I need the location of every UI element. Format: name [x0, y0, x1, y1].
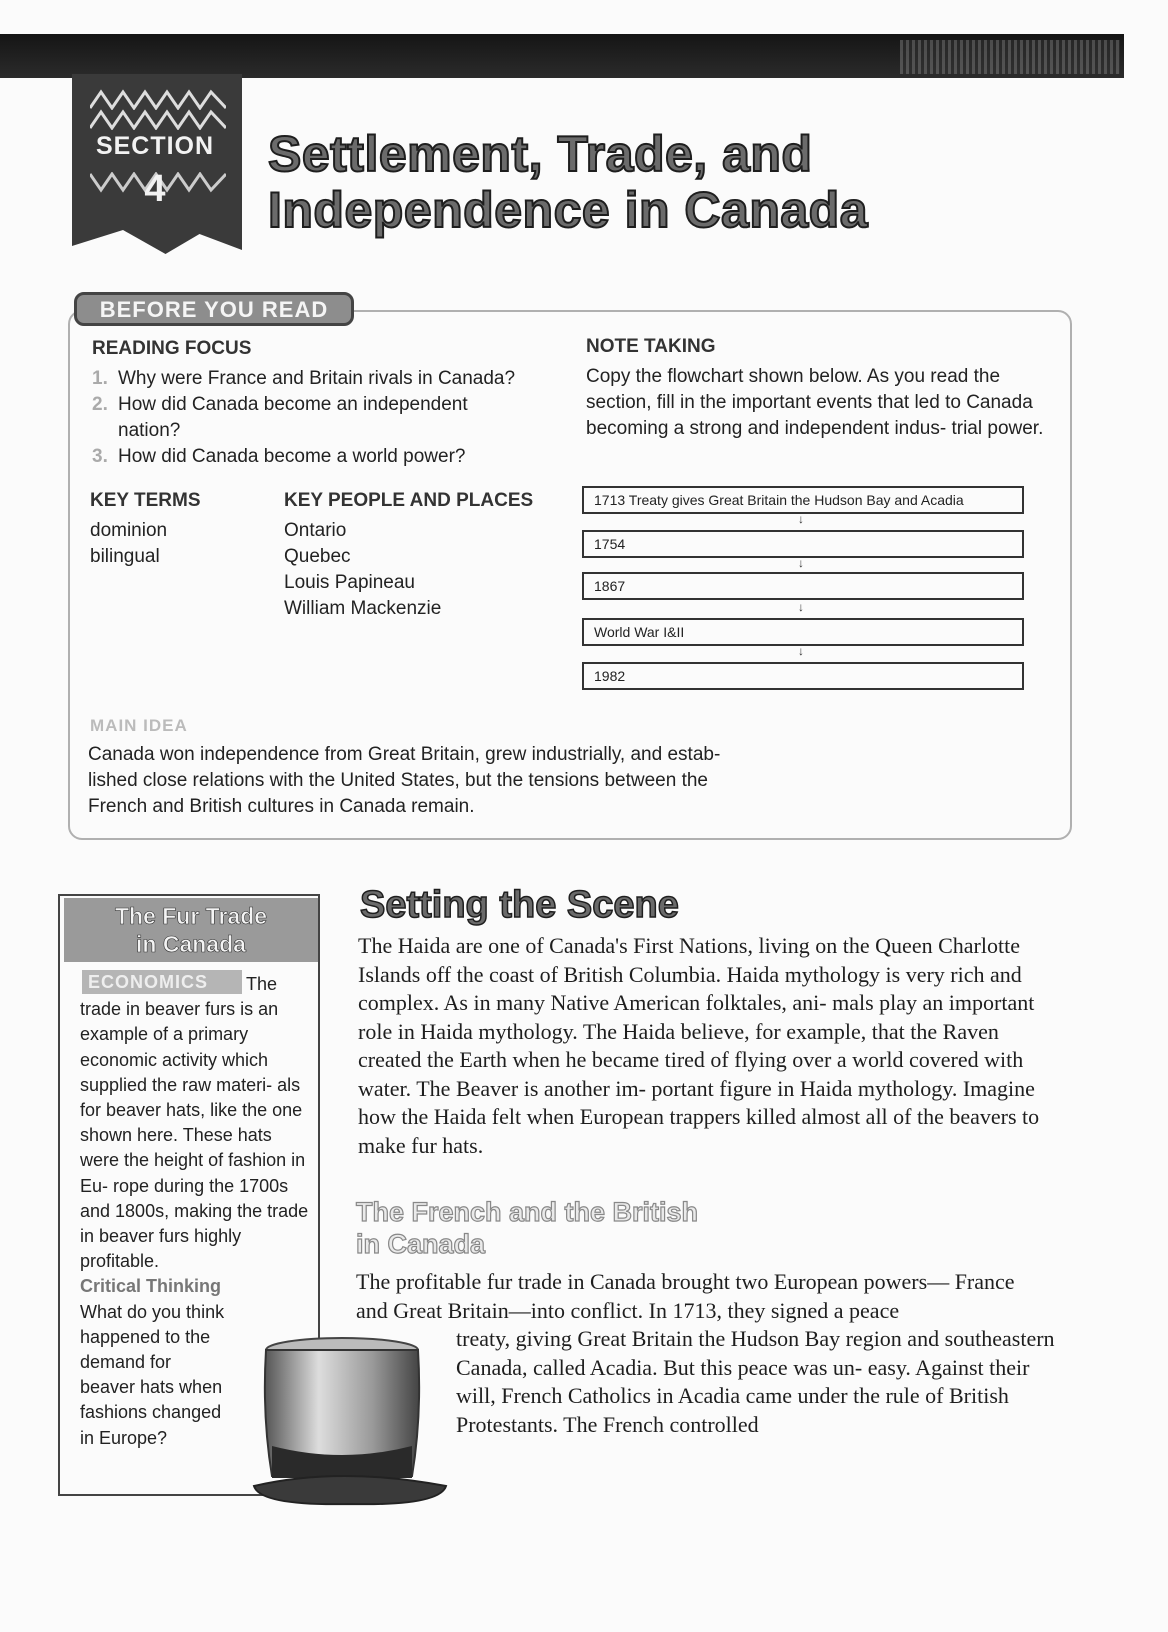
list-item: [92, 366, 562, 392]
header-bar-texture: [900, 40, 1120, 74]
key-terms-heading: KEY TERMS: [90, 490, 201, 511]
setting-scene-title: Setting the Scene: [360, 884, 679, 926]
section-number: 4: [144, 168, 166, 210]
sidebar-title-line2: in Canada: [136, 931, 246, 957]
list-item-text: Why were France and Britain rivals in Canada?: [118, 368, 516, 389]
zigzag-decoration-top: [90, 88, 226, 110]
key-term: bilingual: [90, 546, 160, 567]
key-people-heading: KEY PEOPLE AND PLACES: [284, 490, 534, 511]
flowchart-box: World War I&II: [582, 618, 1024, 646]
key-person-place: Quebec: [284, 546, 351, 567]
list-item-number: 2.: [92, 394, 108, 415]
flowchart-box: 1867: [582, 572, 1024, 600]
key-term: dominion: [90, 520, 168, 541]
sidebar-title: [64, 898, 318, 962]
beaver-hat-image: [250, 1336, 450, 1508]
flowchart-arrow: ↓: [798, 644, 804, 658]
flowchart-arrow: ↓: [798, 512, 804, 526]
list-item-text: How did Canada become a world power?: [118, 446, 466, 467]
key-terms-list: [90, 518, 167, 570]
page-title-line1: Settlement, Trade, and: [268, 126, 813, 182]
zigzag-decoration-middle: [90, 108, 226, 130]
economics-label: ECONOMICS: [82, 970, 242, 994]
flowchart-box: 1754: [582, 530, 1024, 558]
flowchart-arrow: ↓: [798, 556, 804, 570]
section-label: SECTION: [95, 132, 215, 160]
french-british-title-line1: The French and the British: [356, 1197, 699, 1227]
sidebar-text: trade in beaver furs is an example of a primary economic activity which supplied the raw materi- als for beaver hats, like the one shown here. These hats were the height of fashion in Eu- rope during the 1700s and 1800s, making the trade in beaver furs highly profitable.: [80, 999, 309, 1272]
list-item-number: 1.: [92, 368, 108, 389]
sidebar-title-line1: The Fur Trade: [114, 903, 268, 929]
main-idea-text: Canada won independence from Great Britain, grew industrially, and estab- lished close relations with the United States, but the tensions between the French and British cultures in Canada remain.: [88, 744, 721, 817]
setting-scene-text: The Haida are one of Canada's First Nations, living on the Queen Charlotte Islands off the coast of British Columbia. Haida mythology is very rich and complex. As in many Native American folktales, ani- mals play an important role in Haida mythology. The Haida believe, for example, that the Raven created the Earth when he became tired of flying over a world covered with water. The Beaver is another im- portant figure in Haida mythology. Imagine how the Haida felt when European trappers killed almost all of the beavers to make fur hats.: [358, 933, 1040, 1158]
key-person-place: William Mackenzie: [284, 598, 442, 619]
main-idea-heading: MAIN IDEA: [90, 716, 188, 735]
key-people-list: [284, 518, 441, 622]
flowchart-box: 1982: [582, 662, 1024, 690]
french-british-text-part1: The profitable fur trade in Canada brought two European powers— France and Great Britain—into conflict. In 1713, they signed a peace: [356, 1269, 1015, 1323]
list-item-number: 3.: [92, 446, 108, 467]
reading-focus-list: [92, 366, 562, 470]
key-person-place: Louis Papineau: [284, 572, 415, 593]
list-item: [92, 392, 562, 444]
list-item: [92, 444, 562, 470]
reading-focus-heading: READING FOCUS: [92, 338, 252, 359]
note-taking-text: Copy the flowchart shown below. As you read the section, fill in the important events that led to Canada becoming a strong and independent indus- trial power.: [586, 366, 1044, 439]
page-title: [268, 126, 1028, 238]
flowchart-box: 1713 Treaty gives Great Britain the Hudson Bay and Acadia: [582, 486, 1024, 514]
page-title-line2: Independence in Canada: [268, 182, 869, 238]
key-person-place: Ontario: [284, 520, 347, 541]
flowchart-arrow: ↓: [798, 600, 804, 614]
critical-thinking-label: Critical Thinking: [80, 1276, 222, 1297]
critical-thinking-text: What do you think happened to the demand for beaver hats when fashions changed in Europe?: [80, 1301, 225, 1448]
before-you-read-tab: BEFORE YOU READ: [74, 292, 354, 326]
sidebar-text-first: The: [246, 974, 278, 994]
french-british-title: [356, 1196, 836, 1260]
french-british-title-line2: in Canada: [356, 1229, 486, 1259]
note-taking-heading: NOTE TAKING: [586, 336, 716, 357]
list-item-text: How did Canada become an independent nation?: [118, 394, 468, 441]
french-british-text-part2: treaty, giving Great Britain the Hudson Bay region and southeastern Canada, called Acadia. But this peace was un- easy. Against their will, French Catholics in Acadia came under the rule of British Protestants. The French controlled: [456, 1326, 1055, 1437]
